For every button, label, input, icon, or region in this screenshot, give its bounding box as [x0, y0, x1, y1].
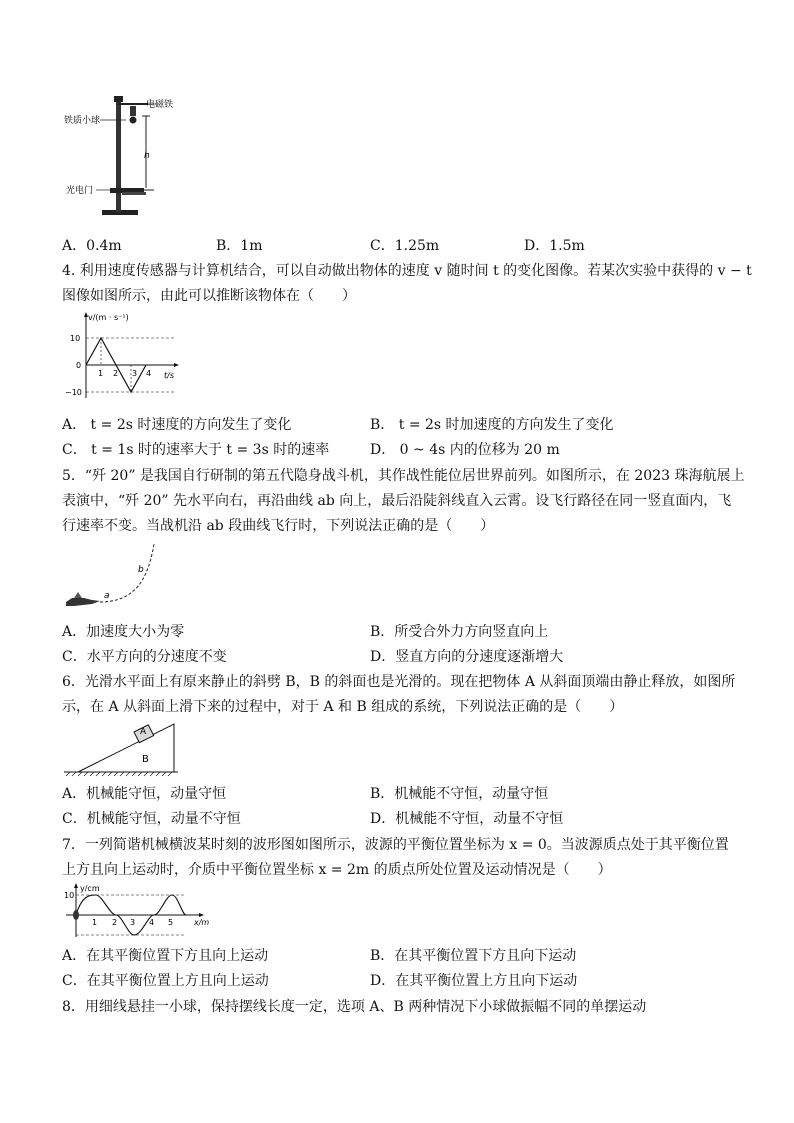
q7-ylabel: y/cm — [80, 884, 100, 893]
q4-stem-line-1: 4. 利用速度传感器与计算机结合，可以自动做出物体的速度 v 随时间 t 的变化图像。若某次实验中获得的 v − t — [62, 263, 752, 279]
q8-stem-line-1: 8．用细线悬挂一小球，保持摆线长度一定，选项 A、B 两种情况下小球做振幅不同的单摆运动 — [62, 999, 647, 1015]
q3-gate-label: 光电门 — [66, 186, 94, 196]
q7-xtick-3: 3 — [130, 918, 136, 927]
q7-xtick-4: 4 — [149, 918, 155, 927]
q5-stem-line-1: 5．“歼 20” 是我国自行研制的第五代隐身战斗机，其作战性能位居世界前列。如图所示，在 2023 珠海航展上 — [62, 468, 745, 484]
q4-xlabel: t/s — [164, 371, 174, 380]
q5-jet-icon — [66, 598, 100, 606]
q5-option-a: A．加速度大小为零 — [62, 624, 185, 640]
q7-stem-line-1: 7．一列简谐机械横波某时刻的波形图如图所示，波源的平衡位置坐标为 x = 0。当波源质点处于其平衡位置 — [62, 837, 729, 853]
q4-option-b: B． t = 2s 时加速度的方向发生了变化 — [370, 417, 614, 433]
q7-stem-line-2: 上方且向上运动时，介质中平衡位置坐标 x = 2m 的质点所处位置及运动情况是（ ） — [62, 862, 612, 878]
q4-option-a: A． t = 2s 时速度的方向发生了变化 — [62, 417, 292, 433]
q5-point-a: a — [104, 591, 110, 601]
q6-label-b: B — [142, 754, 149, 765]
q5-stem-line-3: 行速率不变。当战机沿 ab 段曲线飞行时，下列说法正确的是（ ） — [62, 518, 495, 534]
q6-stem-line-1: 6．光滑水平面上有原来静止的斜劈 B，B 的斜面也是光滑的。现在把物体 A 从斜面顶端由静止释放，如图所 — [62, 674, 736, 690]
q4-xtick-2: 2 — [113, 369, 119, 378]
q3-option-d: D．1.5m — [524, 238, 585, 254]
q5-option-b: B．所受合外力方向竖直向上 — [370, 624, 549, 640]
q7-xtick-1: 1 — [92, 918, 98, 927]
q6-label-a: A — [140, 727, 147, 737]
q5-point-b: b — [138, 565, 144, 575]
q3-h-label: h — [144, 151, 150, 161]
q3-magnet-label: 电磁铁 — [146, 100, 174, 110]
q3-apparatus-figure — [60, 94, 220, 224]
q4-ytick-10: 10 — [70, 334, 81, 343]
q6-option-d: D．机械能不守恒，动量不守恒 — [370, 811, 564, 827]
q7-xlabel: x/m — [194, 918, 210, 927]
q4-stem-line-2: 图像如图所示，由此可以推断该物体在（ ） — [62, 288, 356, 304]
q6-option-b: B．机械能不守恒，动量守恒 — [370, 786, 549, 802]
q5-option-c: C．水平方向的分速度不变 — [62, 649, 227, 665]
q6-option-a: A．机械能守恒，动量守恒 — [62, 786, 227, 802]
q6-wedge-b — [78, 724, 174, 772]
q6-incline-figure — [62, 720, 180, 778]
q3-option-a: A．0.4m — [62, 238, 122, 254]
q4-ytick-0: 0 — [76, 361, 82, 370]
q3-ball-label: 铁质小球 — [64, 116, 101, 126]
q6-option-c: C．机械能守恒，动量不守恒 — [62, 811, 241, 827]
q7-source-icon — [73, 910, 79, 920]
q4-ylabel: v/(m · s⁻¹) — [88, 313, 129, 322]
q7-wave-graph — [62, 883, 212, 941]
q5-flight-path-figure — [62, 540, 172, 612]
q6-stem-line-2: 示，在 A 从斜面上滑下来的过程中，对于 A 和 B 组成的系统，下列说法正确的是（ ） — [62, 699, 624, 715]
q4-ytick-neg10: −10 — [65, 388, 82, 397]
q5-option-d: D．竖直方向的分速度逐渐增大 — [370, 649, 564, 665]
q4-xtick-4: 4 — [146, 369, 152, 378]
q3-option-b: B．1m — [216, 238, 263, 254]
q4-option-d: D． 0 ~ 4s 内的位移为 20 m — [370, 442, 560, 458]
q7-xtick-5: 5 — [168, 918, 174, 927]
q7-ytick-10: 10 — [64, 891, 75, 900]
q4-xtick-3: 3 — [132, 369, 138, 378]
q7-option-d: D．在其平衡位置上方且向下运动 — [370, 973, 578, 989]
q5-stem-line-2: 表演中，“歼 20” 先水平向右，再沿曲线 ab 向上，最后沿陡斜线直入云霄。设飞行路径在同一竖直面内，飞 — [62, 493, 732, 509]
q7-option-a: A．在其平衡位置下方且向上运动 — [62, 948, 269, 964]
q7-option-b: B．在其平衡位置下方且向下运动 — [370, 948, 577, 964]
q4-option-c: C． t = 1s 时的速率大于 t = 3s 时的速率 — [62, 442, 330, 458]
q7-option-c: C．在其平衡位置上方且向上运动 — [62, 973, 269, 989]
q7-xtick-2: 2 — [112, 918, 118, 927]
q4-xtick-1: 1 — [98, 369, 104, 378]
q4-vt-graph — [64, 310, 184, 402]
q3-option-c: C．1.25m — [370, 238, 440, 254]
